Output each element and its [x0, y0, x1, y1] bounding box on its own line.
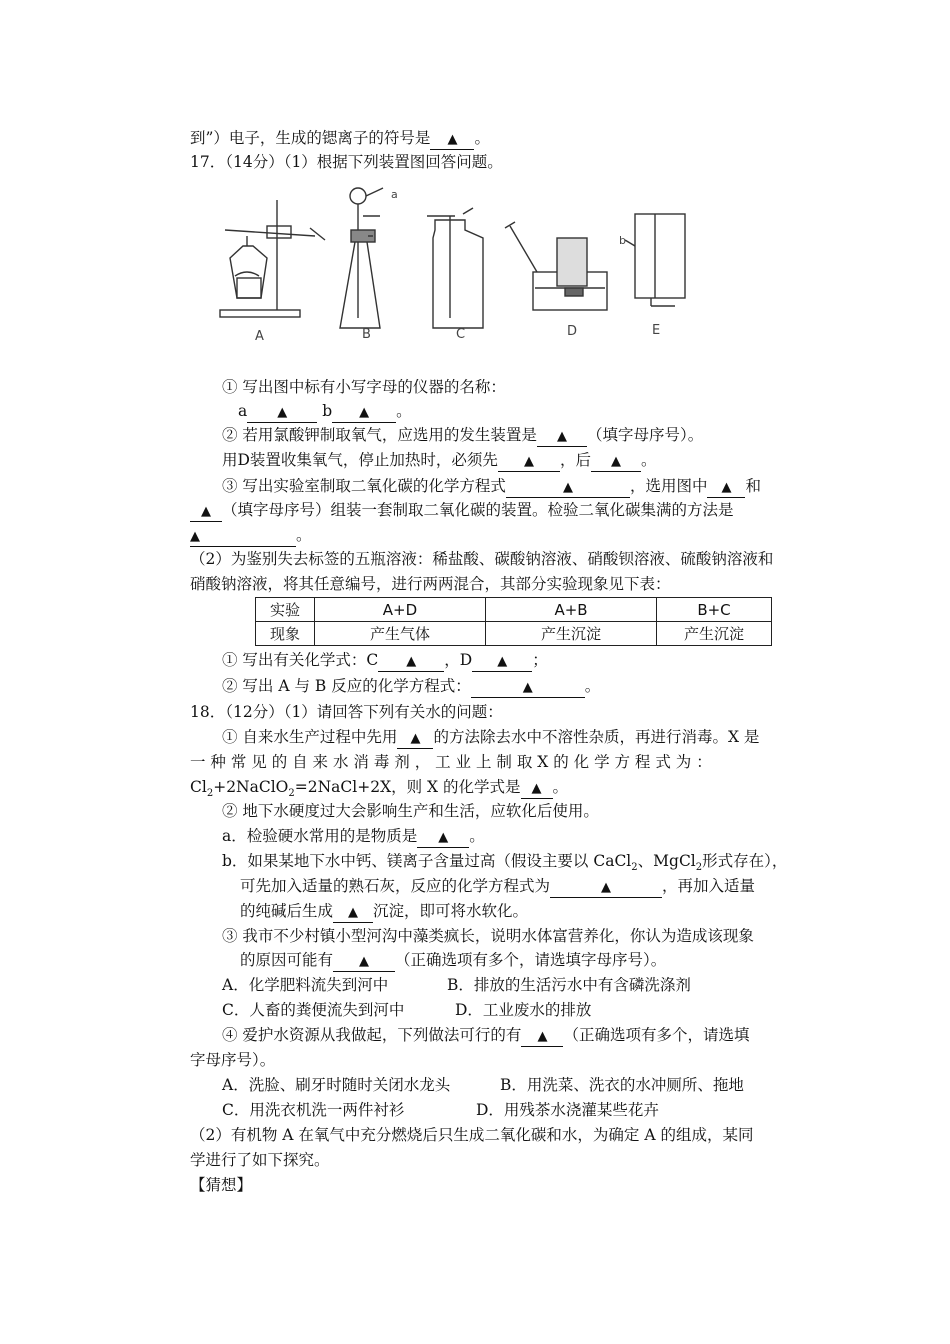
- answer-blank[interactable]: ▲: [397, 728, 433, 749]
- option-line: B．排放的生活污水中有含磷洗涤剂: [447, 976, 691, 994]
- text-line: 学进行了如下探究。: [190, 1151, 330, 1169]
- figure-label-A: A: [255, 329, 264, 344]
- answer-blank[interactable]: ▲: [190, 526, 296, 547]
- table-row: [256, 622, 772, 646]
- table-cell: 实验: [256, 598, 315, 622]
- table-cell: B+C: [657, 598, 772, 622]
- text-line: $Cl_2+2NaClO_2=2NaCl+2X$，则 X 的化学式是 ▲ 。: [190, 778, 569, 800]
- figure-label-E: E: [652, 323, 661, 338]
- text-line: ③ 我市不少村镇小型河沟中藻类疯长，说明水体富营养化，你认为造成该现象: [222, 927, 754, 945]
- figure-label-b: b: [619, 234, 626, 247]
- table-cell: 产生气体: [315, 622, 486, 646]
- text-line: ① 写出有关化学式：C ▲ ，D ▲ ；: [222, 650, 548, 672]
- option-line: C．人畜的粪便流失到河中: [222, 1001, 405, 1019]
- text-line: 用D装置收集氧气，停止加热时，必须先 ▲ ，后 ▲ 。: [222, 450, 656, 472]
- table-cell: 产生沉淀: [486, 622, 657, 646]
- figure-label-D: D: [567, 324, 578, 339]
- text-line: （2）有机物 A 在氧气中充分燃烧后只生成二氧化碳和水，为确定 A 的组成，某同: [190, 1126, 754, 1144]
- option-line: D．用残茶水浇灌某些花卉: [476, 1101, 659, 1119]
- text-line: ② 写出 A 与 B 反应的化学方程式： ▲ 。: [222, 676, 600, 698]
- apparatus-figure: [215, 178, 705, 350]
- figure-label-C: C: [456, 327, 466, 342]
- figure-label-B: B: [362, 327, 371, 342]
- text-line: 的纯碱后生成 ▲ 沉淀，即可将水软化。: [240, 901, 528, 923]
- answer-blank[interactable]: ▲: [521, 778, 553, 799]
- option-line: A．化学肥料流失到河中: [222, 976, 389, 994]
- question-18-heading: 18．（12分）（1）请回答下列有关水的问题：: [190, 703, 503, 721]
- answer-blank[interactable]: ▲: [521, 1026, 563, 1047]
- text-line: ▲ 。: [190, 525, 312, 547]
- option-line: D．工业废水的排放: [455, 1001, 592, 1019]
- text-line: a ▲ b ▲ 。: [238, 401, 412, 423]
- figure-label-a: a: [391, 188, 398, 201]
- answer-blank[interactable]: ▲: [332, 402, 396, 423]
- answer-blank[interactable]: ▲: [506, 477, 630, 498]
- apparatus-drawing: [215, 178, 705, 350]
- text-line: ③ 写出实验室制取二氧化碳的化学方程式 ▲ ，选用图中 ▲ 和: [222, 476, 761, 498]
- table-cell: 现象: [256, 622, 315, 646]
- text-line: ▲ （填字母序号）组装一套制取二氧化碳的装置。检验二氧化碳集满的方法是: [190, 500, 734, 522]
- text-line: 硝酸钠溶液，将其任意编号，进行两两混合，其部分实验现象见下表：: [190, 575, 671, 593]
- question-17-heading: 17．（14分）（1）根据下列装置图回答问题。: [190, 153, 503, 171]
- section-heading: 【猜想】: [190, 1176, 253, 1194]
- observation-table: [255, 597, 772, 646]
- text-line: ① 自来水生产过程中先用 ▲ 的方法除去水中不溶性杂质，再进行消毒。X 是: [222, 727, 759, 749]
- answer-blank[interactable]: ▲: [417, 827, 469, 848]
- answer-blank[interactable]: ▲: [333, 951, 395, 972]
- option-line: B．用洗菜、洗衣的水冲厕所、拖地: [500, 1076, 744, 1094]
- text-line: ④ 爱护水资源从我做起，下列做法可行的有 ▲ （正确选项有多个，请选填: [222, 1025, 749, 1047]
- text-line: b．如果某地下水中钙、镁离子含量过高（假设主要以 CaCl$_2$、MgCl$_2$形式存在），: [222, 852, 788, 874]
- answer-blank[interactable]: ▲: [550, 877, 662, 898]
- text-line: 的原因可能有 ▲ （正确选项有多个，请选填字母序号）。: [240, 950, 666, 972]
- table-cell: A+D: [315, 598, 486, 622]
- text-line: （2）为鉴别失去标签的五瓶溶液：稀盐酸、碳酸钠溶液、硝酸钡溶液、硫酸钠溶液和: [190, 550, 774, 568]
- answer-blank[interactable]: ▲: [472, 651, 532, 672]
- answer-blank[interactable]: ▲: [591, 451, 641, 472]
- answer-blank[interactable]: ▲: [378, 651, 444, 672]
- text-line: 字母序号）。: [190, 1051, 276, 1069]
- text-line: ② 地下水硬度过大会影响生产和生活，应软化后使用。: [222, 802, 599, 820]
- option-line: C．用洗衣机洗一两件衬衫: [222, 1101, 405, 1119]
- table-cell: A+B: [486, 598, 657, 622]
- text-line: 一 种 常 见 的 自 来 水 消 毒 剂 ， 工 业 上 制 取 X 的 化 学 方 程 式 为 ：: [190, 753, 712, 771]
- answer-blank[interactable]: ▲: [430, 129, 474, 150]
- answer-blank[interactable]: ▲: [707, 477, 745, 498]
- table-row: [256, 598, 772, 622]
- answer-blank[interactable]: ▲: [471, 677, 585, 698]
- text-line: a．检验硬水常用的是物质是 ▲ 。: [222, 826, 485, 848]
- text-line: ① 写出图中标有小写字母的仪器的名称：: [222, 378, 506, 396]
- answer-blank[interactable]: ▲: [333, 902, 373, 923]
- table-cell: 产生沉淀: [657, 622, 772, 646]
- answer-blank[interactable]: ▲: [190, 501, 222, 522]
- answer-blank[interactable]: ▲: [537, 426, 587, 447]
- option-line: A．洗脸、刷牙时随时关闭水龙头: [222, 1076, 451, 1094]
- text-line: 到”）电子，生成的锶离子的符号是 ▲ 。: [190, 128, 490, 150]
- answer-blank[interactable]: ▲: [498, 451, 560, 472]
- answer-blank[interactable]: ▲: [247, 402, 317, 423]
- text-line: 可先加入适量的熟石灰，反应的化学方程式为 ▲ ，再加入适量: [240, 876, 755, 898]
- text-line: ② 若用氯酸钾制取氧气，应选用的发生装置是 ▲ （填字母序号）。: [222, 425, 703, 447]
